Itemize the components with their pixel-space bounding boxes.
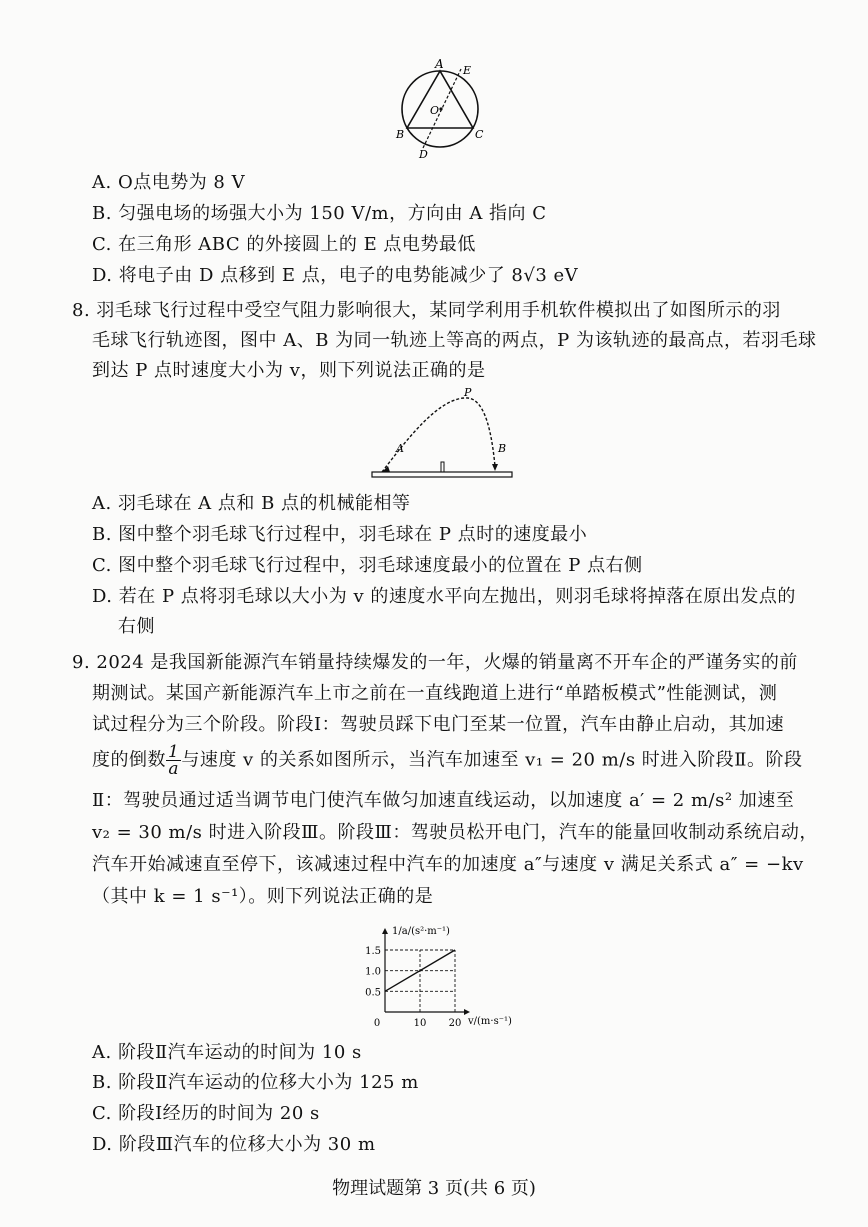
page-footer: 物理试题第 3 页(共 6 页)	[332, 1178, 536, 1199]
q9-stem-line-3: 试过程分为三个阶段。阶段Ⅰ：驾驶员踩下电门至某一位置，汽车由静止启动，其加速	[92, 714, 785, 735]
frac-den: a	[168, 759, 179, 779]
q9-stem-line-6: v₂ = 30 m/s 时进入阶段Ⅲ。阶段Ⅲ：驾驶员松开电门，汽车的能量回收制动系统启动，	[92, 822, 818, 843]
x-tick-label: 10	[413, 1018, 427, 1029]
q9-stem-line-7: 汽车开始减速直至停下，该减速过程中汽车的加速度 a″与速度 v 满足关系式 a″ = −kv	[92, 854, 804, 875]
label-c: C	[475, 128, 484, 141]
label-b: B	[498, 442, 507, 455]
q8-option-b: B. 图中整个羽毛球飞行过程中，羽毛球在 P 点时的速度最小	[92, 524, 588, 545]
label-d: D	[419, 148, 428, 160]
q9-stem-line-4	[92, 744, 803, 777]
y-axis-arrow	[382, 928, 388, 934]
frac-num: 1	[168, 742, 180, 762]
q7-option-c: C. 在三角形 ABC 的外接圆上的 E 点电势最低	[92, 234, 476, 255]
ground	[372, 472, 512, 477]
q9-line4-pre: 度的倒数	[92, 749, 166, 771]
q9-stem-line-5: Ⅱ：驾驶员通过适当调节电门使汽车做匀加速直线运动，以加速度 a′ = 2 m/s² 加速至	[92, 790, 795, 811]
label-b: B	[396, 128, 405, 141]
y-axis-label: 1/a/(s²·m⁻¹)	[392, 926, 450, 937]
q9-option-b: B. 阶段Ⅱ汽车运动的位移大小为 125 m	[92, 1072, 419, 1093]
q8-option-c: C. 图中整个羽毛球飞行过程中，羽毛球速度最小的位置在 P 点右侧	[92, 555, 643, 576]
q8-option-d-cont: 右侧	[118, 616, 155, 637]
q9-stem-line-1: 9. 2024 是我国新能源汽车销量持续爆发的一年，火爆的销量离不开车企的严谨务实的前	[72, 652, 798, 673]
y-tick-label: 0.5	[365, 987, 381, 999]
y-tick-label: 1.5	[365, 946, 381, 957]
x-axis-label: v/(m·s⁻¹)	[468, 1016, 512, 1027]
q8-stem-line-1: 8. 羽毛球飞行过程中受空气阻力影响很大，某同学利用手机软件模拟出了如图所示的羽	[72, 300, 781, 321]
q8-stem-line-3: 到达 P 点时速度大小为 v，则下列说法正确的是	[92, 360, 486, 381]
label-a: A	[396, 442, 404, 455]
q7-option-d: D. 将电子由 D 点移到 E 点，电子的电势能减少了 8√3 eV	[92, 265, 579, 286]
trajectory-path	[382, 398, 495, 472]
y-tick-label: 1.0	[365, 966, 381, 978]
point-o	[439, 107, 442, 110]
q8-trajectory-figure	[368, 386, 518, 486]
q9-stem-line-8: （其中 k = 1 s⁻¹）。则下列说法正确的是	[92, 886, 434, 907]
q9-line4-post: 与速度 v 的关系如图所示，当汽车加速至 v₁ = 20 m/s 时进入阶段Ⅱ。阶段	[181, 749, 803, 771]
label-a: A	[435, 57, 444, 71]
label-e: E	[463, 64, 472, 77]
q7-option-b: B. 匀强电场的场强大小为 150 V/m，方向由 A 指向 C	[92, 203, 547, 224]
q9-option-a: A. 阶段Ⅱ汽车运动的时间为 10 s	[92, 1042, 362, 1063]
q8-option-a: A. 羽毛球在 A 点和 B 点的机械能相等	[92, 493, 411, 514]
x-axis-arrow	[464, 1009, 470, 1015]
q9-chart	[350, 920, 540, 1035]
q9-option-c: C. 阶段Ⅰ经历的时间为 20 s	[92, 1103, 320, 1124]
net	[441, 462, 444, 472]
label-o: O	[430, 104, 440, 117]
x-tick-label: 20	[448, 1018, 462, 1029]
q8-option-d: D. 若在 P 点将羽毛球以大小为 v 的速度水平向左抛出，则羽毛球将掉落在原出发点的	[92, 586, 796, 607]
label-p: P	[464, 386, 472, 399]
q8-stem-line-2: 毛球飞行轨迹图，图中 A、B 为同一轨迹上等高的两点，P 为该轨迹的最高点，若羽毛球	[92, 330, 817, 351]
q7-figure	[390, 56, 500, 160]
q9-stem-line-2: 期测试。某国产新能源汽车上市之前在一直线跑道上进行“单踏板模式”性能测试，测	[92, 683, 778, 704]
x-tick-label: 0	[373, 1018, 381, 1029]
q9-option-d: D. 阶段Ⅲ汽车的位移大小为 30 m	[92, 1134, 376, 1155]
q7-option-a: A. O点电势为 8 V	[92, 172, 246, 193]
trajectory-arrow	[492, 464, 498, 471]
reciprocal-a-fraction	[166, 744, 181, 777]
